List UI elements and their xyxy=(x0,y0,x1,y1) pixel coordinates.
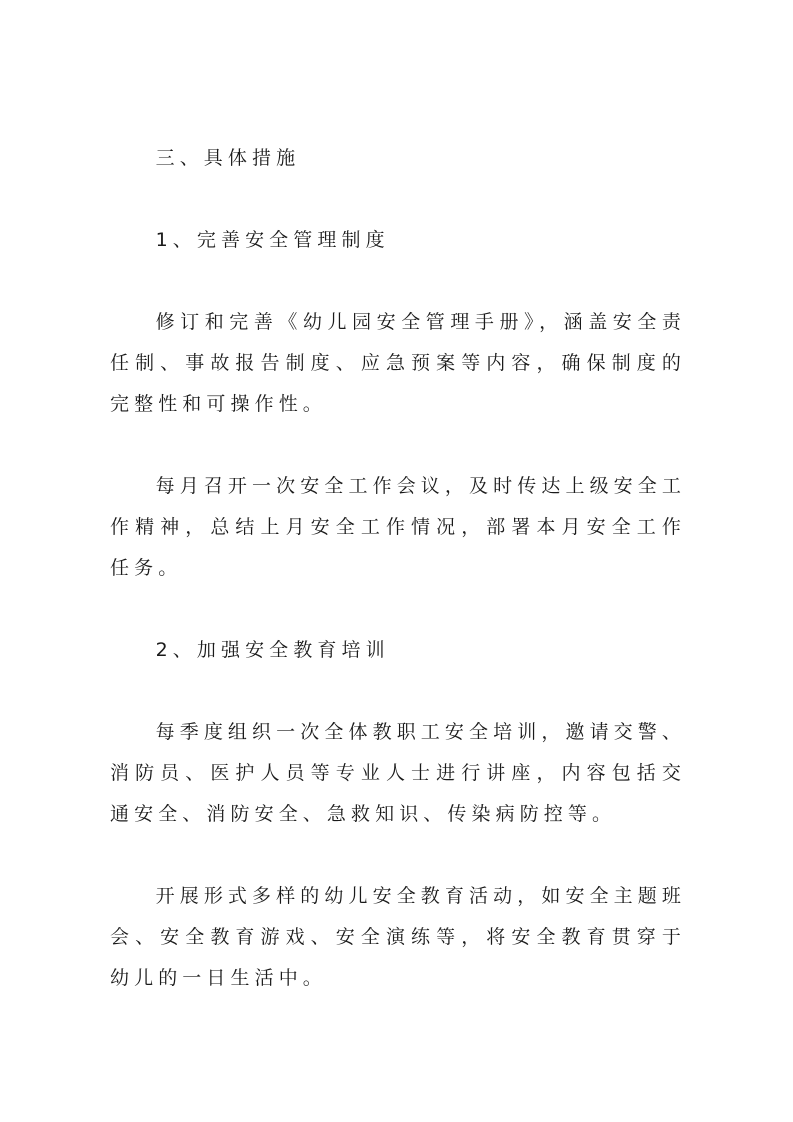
spacer xyxy=(110,179,686,220)
paragraph: 每月召开一次安全工作会议，及时传达上级安全工作精神，总结上月安全工作情况，部署本月安全工作任务。 xyxy=(110,475,686,579)
document-page xyxy=(110,138,686,999)
spacer xyxy=(110,261,686,302)
section-title: 三、具体措施 xyxy=(155,147,301,169)
spacer xyxy=(110,589,686,630)
subsection-heading: 2、加强安全教育培训 xyxy=(155,639,390,661)
paragraph: 开展形式多样的幼儿安全教育活动，如安全主题班会、安全教育游戏、安全演练等，将安全教育贯穿于幼儿的一日生活中。 xyxy=(110,885,686,989)
subsection-heading: 1、完善安全管理制度 xyxy=(155,229,390,251)
paragraph: 修订和完善《幼儿园安全管理手册》，涵盖安全责任制、事故报告制度、应急预案等内容，确保制度的完整性和可操作性。 xyxy=(110,311,686,415)
spacer xyxy=(110,425,686,466)
spacer xyxy=(110,835,686,876)
spacer xyxy=(110,671,686,712)
paragraph: 每季度组织一次全体教职工安全培训，邀请交警、消防员、医护人员等专业人士进行讲座，内容包括交通安全、消防安全、急救知识、传染病防控等。 xyxy=(110,721,686,825)
